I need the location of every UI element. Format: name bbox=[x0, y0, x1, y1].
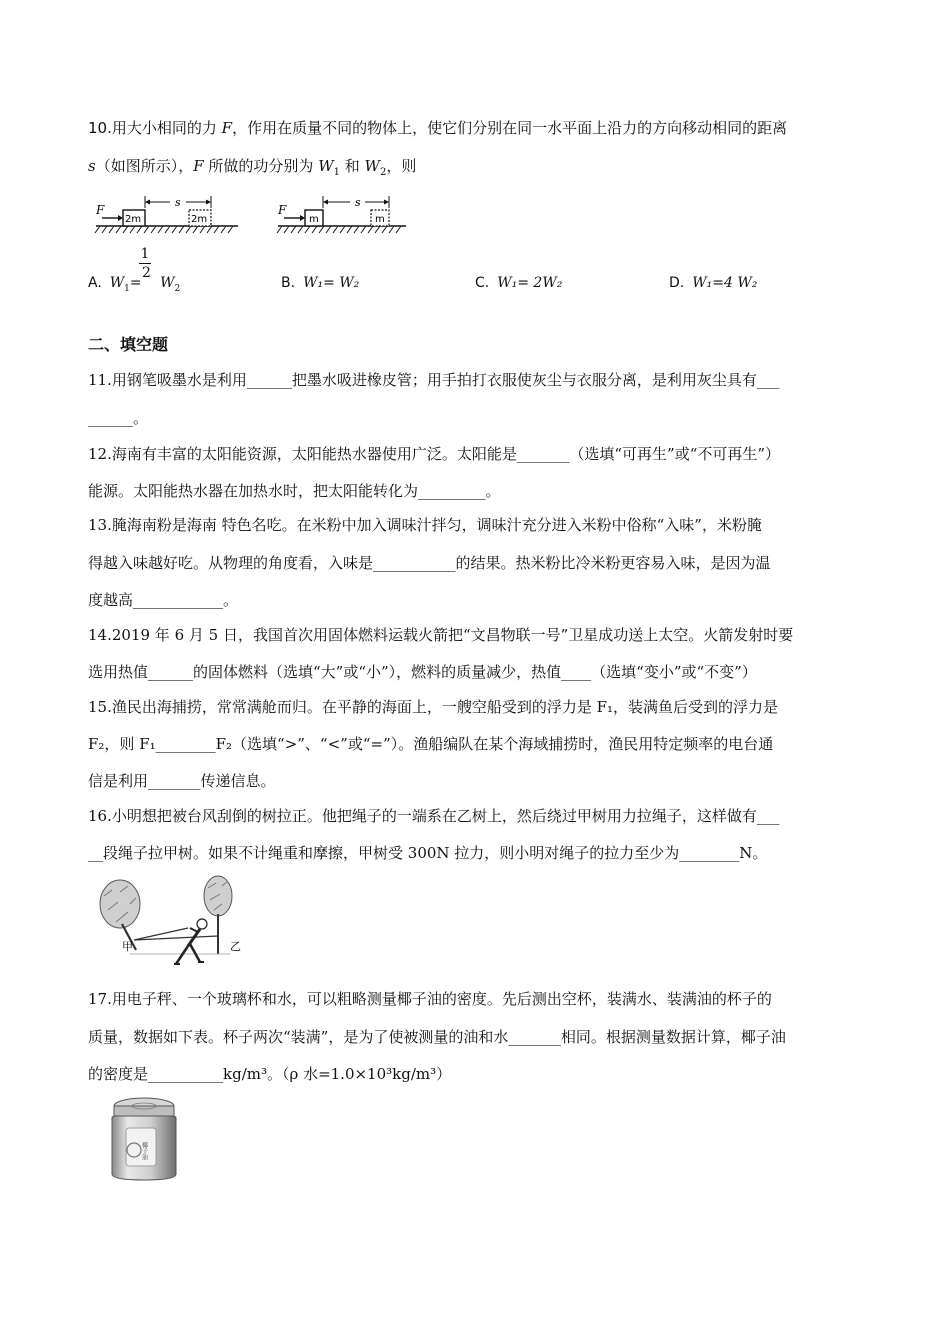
q15-line1: 15.渔民出海捕捞，常常满舱而归。在平静的海面上，一艘空船受到的浮力是 F₁，装满鱼后受到的浮力是 bbox=[88, 698, 779, 716]
distance-label: s bbox=[355, 196, 361, 209]
q15-line2: F₂，则 F₁________F₂（选填“>”、“<”或“=”）。渔船编队在某个海域捕捞时，渔民用特定频率的电台通 bbox=[88, 735, 774, 753]
q11-line2: ______。 bbox=[88, 409, 149, 427]
q13-line1: 13.腌海南粉是海南 特色名吃。在米粉中加入调味汁拌匀，调味汁充分进入米粉中俗称“入味”，米粉腌 bbox=[88, 516, 762, 534]
q10-figure-left bbox=[92, 192, 242, 240]
q13-line2: 得越入味越好吃。从物理的角度看，入味是___________的结果。热米粉比冷米粉更容易入味，是因为温 bbox=[88, 554, 771, 572]
q10-line2: s（如图所示），F 所做的功分别为 $W_1$ 和 $W_2$，则 bbox=[88, 157, 417, 178]
q11-line1: 11.用钢笔吸墨水是利用______把墨水吸进橡皮管；用手拍打衣服使灰尘与衣服分离，是利用灰尘具有___ bbox=[88, 371, 780, 389]
label-yi: 乙 bbox=[230, 940, 241, 953]
fraction: 1 2 bbox=[140, 246, 151, 281]
q17-line1: 17.用电子秤、一个玻璃杯和水，可以粗略测量椰子油的密度。先后测出空杯，装满水、装满油的杯子的 bbox=[88, 990, 772, 1008]
q10-line1: 10.用大小相同的力 F，作用在质量不同的物体上，使它们分别在同一水平面上沿力的方向移动相同的距离 bbox=[88, 119, 788, 137]
q12-line2: 能源。太阳能热水器在加热水时，把太阳能转化为_________。 bbox=[88, 482, 501, 500]
jar-label: 椰子油 bbox=[140, 1142, 148, 1160]
q17-line3: 的密度是__________kg/m³。（ρ 水=1.0×10³kg/m³） bbox=[88, 1065, 452, 1083]
q16-line2: __段绳子拉甲树。如果不计绳重和摩擦，甲树受 300N 拉力，则小明对绳子的拉力至少为________N。 bbox=[88, 844, 768, 862]
q17-line2: 质量，数据如下表。杯子两次“装满”，是为了使被测量的油和水_______相同。根据测量数据计算，椰子油 bbox=[88, 1028, 786, 1046]
block-label: 2m bbox=[191, 214, 208, 225]
q16-figure bbox=[90, 874, 250, 972]
person-xiaoming bbox=[174, 919, 207, 964]
q14-line2: 选用热值______的固体燃料（选填“大”或“小”），燃料的质量减少，热值____（选填“变小”或“不变”） bbox=[88, 663, 757, 681]
q15-line3: 信是利用_______传递信息。 bbox=[88, 772, 276, 790]
q10-figure-right bbox=[274, 192, 410, 240]
section-heading: 二、填空题 bbox=[88, 335, 169, 354]
q12-line1: 12.海南有丰富的太阳能资源，太阳能热水器使用广泛。太阳能是_______（选填“可再生”或“不可再生”） bbox=[88, 445, 781, 463]
option-c[interactable]: C. W₁= 2W₂ bbox=[475, 275, 563, 291]
q13-line3: 度越高____________。 bbox=[88, 591, 239, 609]
q14-line1: 14.2019 年 6 月 5 日，我国首次用固体燃料运载火箭把“文昌物联一号”卫星成功送上太空。火箭发射时要 bbox=[88, 626, 794, 644]
block-label: m bbox=[309, 214, 319, 225]
coconut-oil-jar-figure bbox=[104, 1094, 184, 1184]
option-d[interactable]: D. W₁=4 W₂ bbox=[669, 275, 758, 291]
distance-label: s bbox=[175, 196, 181, 209]
force-label: F bbox=[96, 203, 105, 217]
block-label: m bbox=[375, 214, 385, 225]
q16-line1: 16.小明想把被台风刮倒的树拉正。他把绳子的一端系在乙树上，然后绕过甲树用力拉绳子，这样做有___ bbox=[88, 807, 780, 825]
label-jia: 甲 bbox=[122, 940, 133, 953]
option-b[interactable]: B. W₁= W₂ bbox=[281, 275, 360, 291]
tree-yi bbox=[204, 876, 232, 954]
block-label: 2m bbox=[125, 214, 142, 225]
force-label: F bbox=[278, 203, 287, 217]
option-a[interactable]: A. $W_1= W_2$ bbox=[88, 275, 181, 294]
